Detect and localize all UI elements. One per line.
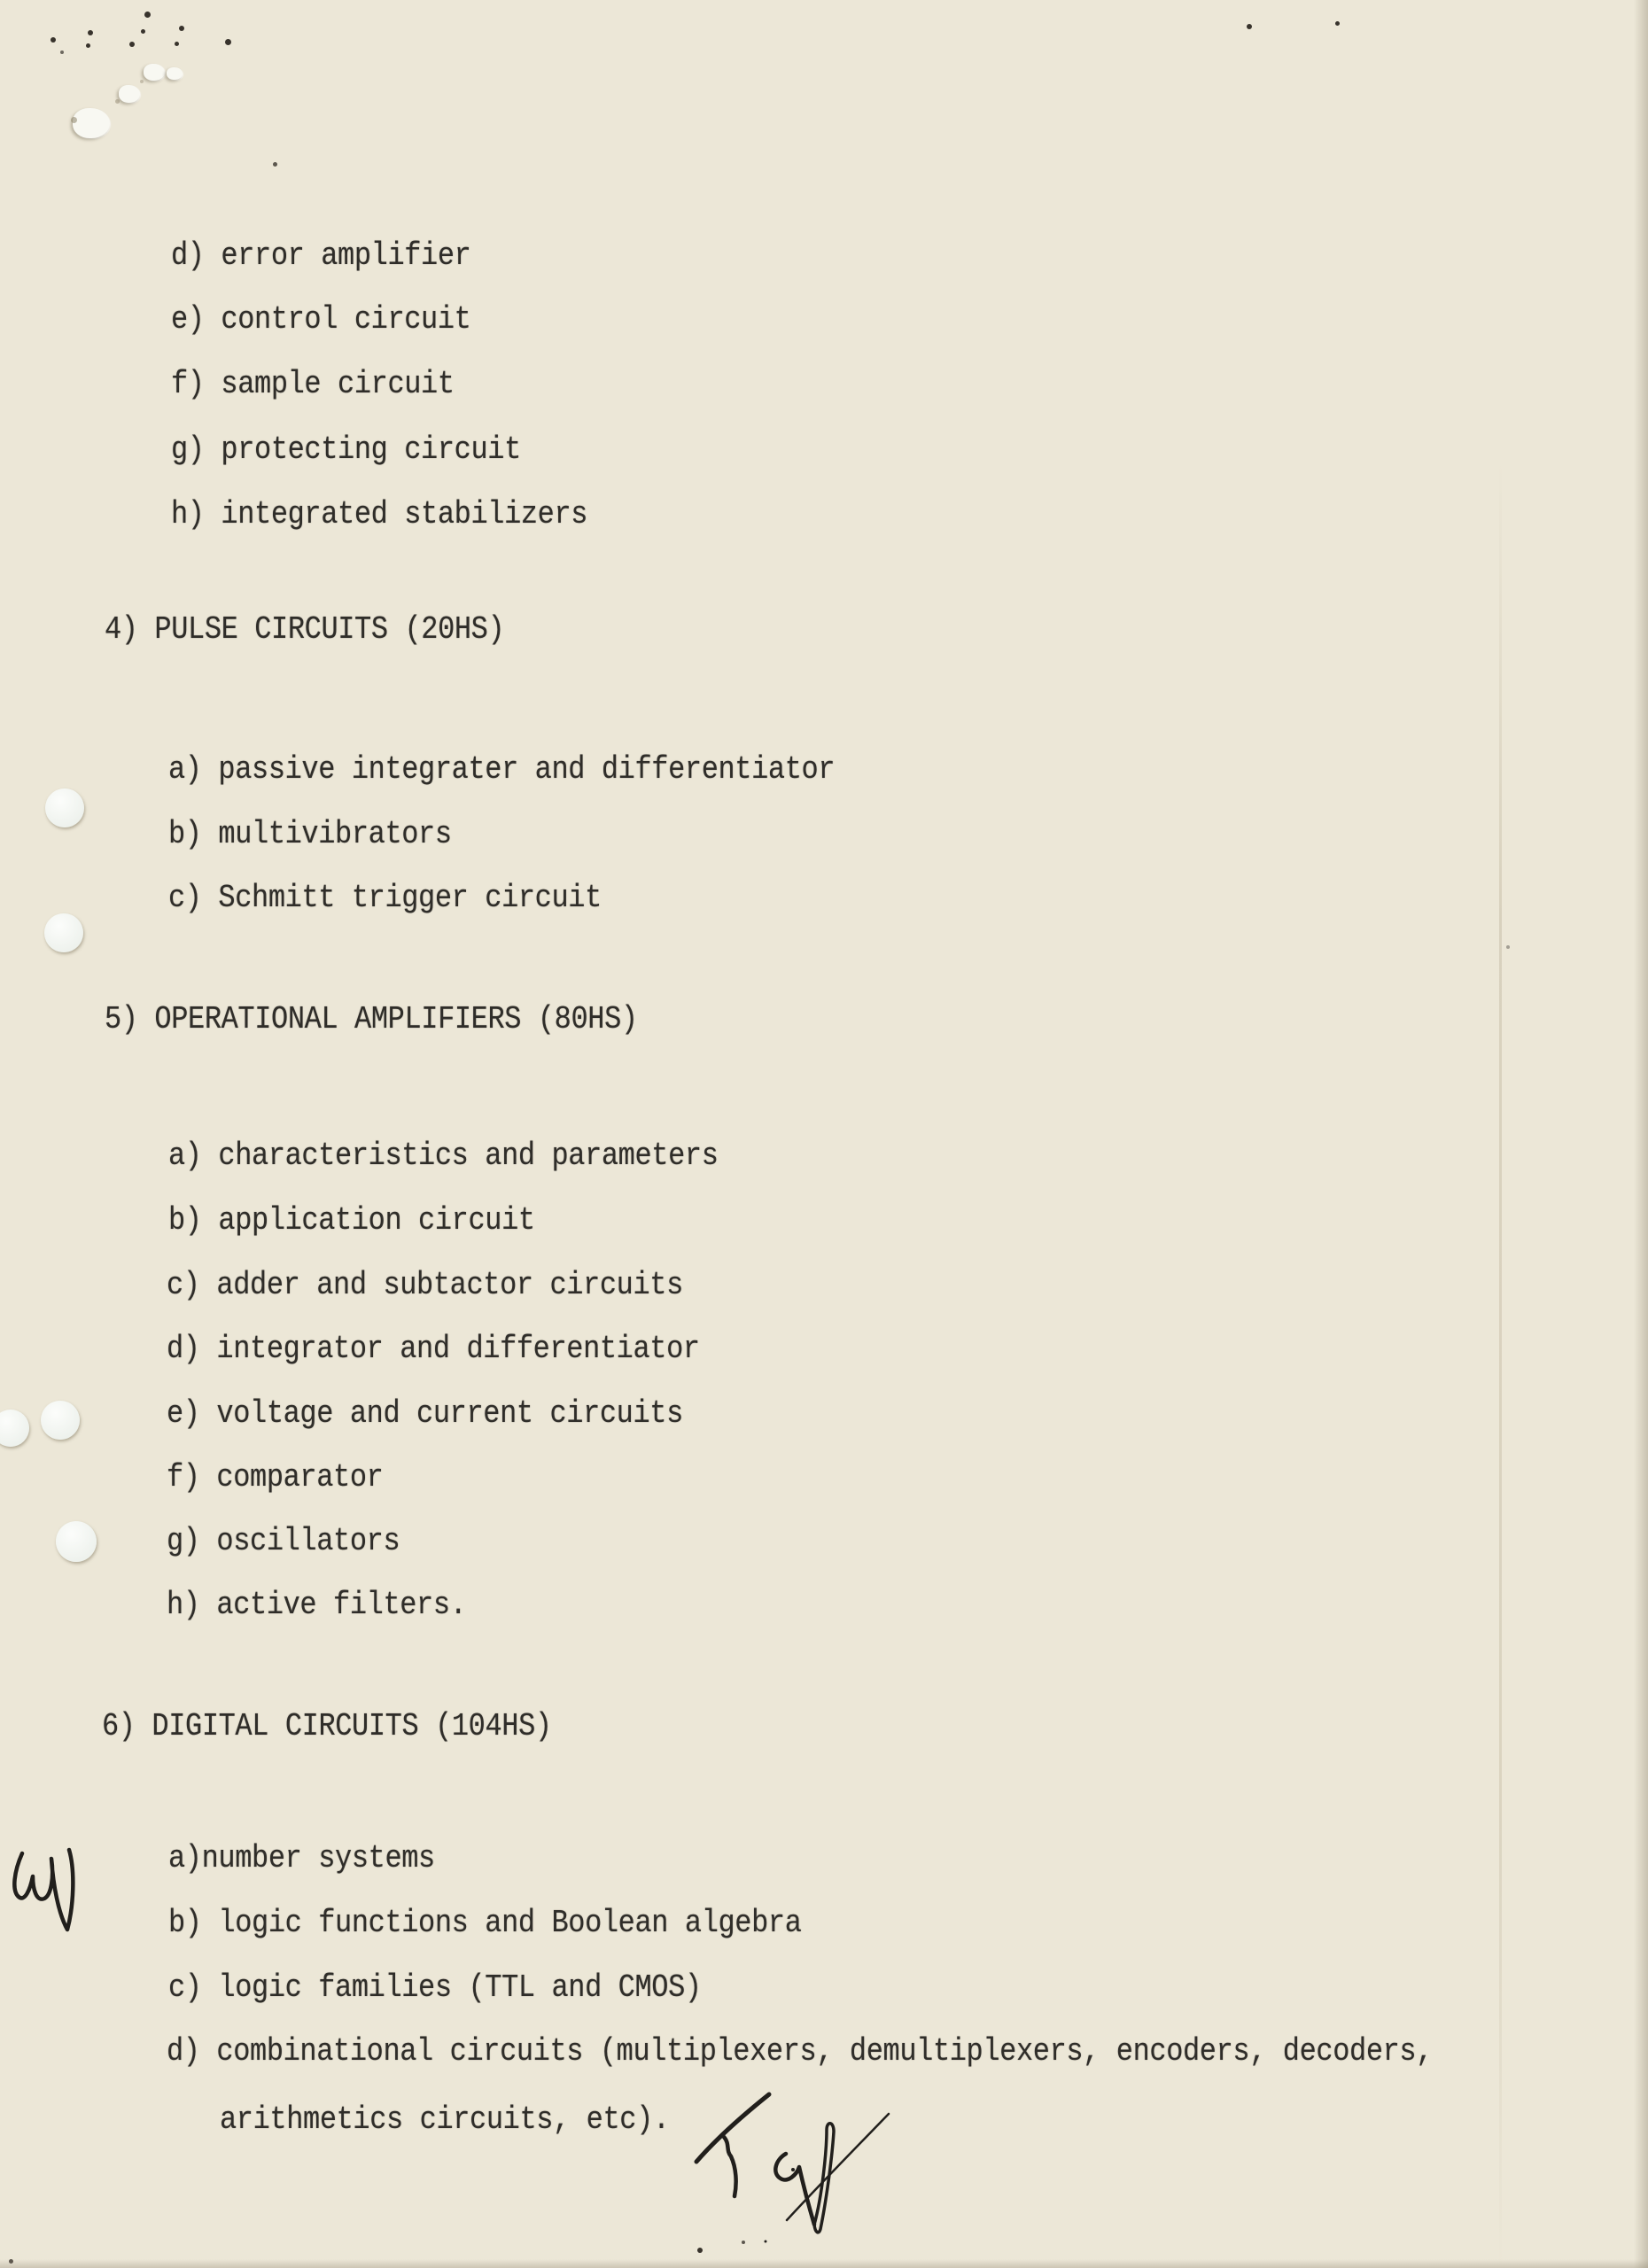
list-item: c) logic families (TTL and CMOS) (168, 1969, 702, 2007)
list-item: g) protecting circuit (171, 431, 521, 469)
list-item: f) sample circuit (171, 366, 455, 403)
ink-speck (60, 50, 64, 54)
list-item: e) control circuit (171, 301, 471, 338)
hole-punch (56, 1521, 97, 1562)
hole-punch (44, 913, 83, 952)
ink-speck (225, 39, 231, 45)
list-item: b) logic functions and Boolean algebra (168, 1905, 802, 1942)
paper-edge-shadow (0, 2259, 1648, 2268)
handwritten-margin-mark (0, 1816, 124, 1958)
paper-damage-spot (167, 67, 183, 80)
ink-speck (88, 30, 93, 35)
list-item: d) integrator and differentiator (167, 1331, 700, 1368)
list-item: c) adder and subtactor circuits (167, 1267, 683, 1304)
list-item: a)number systems (168, 1840, 435, 1877)
list-item-continuation: arithmetics circuits, etc). (220, 2101, 670, 2139)
ink-speck (175, 42, 179, 46)
ink-speck (51, 37, 56, 43)
paper-damage-spot (144, 64, 165, 81)
hole-punch (0, 1410, 29, 1447)
ink-speck (179, 26, 184, 31)
ink-speck (86, 43, 90, 48)
list-item: b) application circuit (168, 1202, 535, 1239)
list-item: d) error amplifier (171, 237, 471, 275)
list-item: e) voltage and current circuits (167, 1395, 683, 1433)
ink-speck (1335, 21, 1340, 26)
ink-speck (1506, 945, 1510, 949)
ink-speck (1247, 24, 1252, 29)
handwritten-signature (620, 2064, 913, 2268)
section-heading: 5) OPERATIONAL AMPLIFIERS (80HS) (105, 1001, 638, 1038)
paper-crease (1499, 461, 1502, 2268)
paper-damage-spot (119, 85, 140, 103)
list-item: h) active filters. (167, 1587, 467, 1624)
paper-damage-shadow (115, 99, 120, 104)
list-item: g) oscillators (167, 1523, 400, 1560)
ink-speck (273, 162, 277, 167)
list-item: d) combinational circuits (multiplexers, demultiplexers, encoders, decoders, (167, 2033, 1434, 2070)
ink-speck (129, 42, 135, 47)
list-item: a) passive integrater and differentiator (168, 751, 836, 788)
paper-damage-spot (73, 108, 110, 138)
ink-speck (144, 12, 151, 18)
section-heading: 6) DIGITAL CIRCUITS (104HS) (102, 1708, 552, 1745)
list-item: h) integrated stabilizers (171, 496, 588, 533)
paper-edge-shadow (1634, 0, 1648, 2268)
list-item: c) Schmitt trigger circuit (168, 880, 602, 917)
hole-punch (45, 788, 84, 827)
list-item: a) characteristics and parameters (168, 1138, 719, 1175)
section-heading: 4) PULSE CIRCUITS (20HS) (105, 611, 505, 649)
hole-punch (41, 1401, 80, 1440)
list-item: b) multivibrators (168, 816, 452, 853)
ink-speck (141, 29, 145, 34)
paper-damage-shadow (140, 80, 144, 83)
list-item: f) comparator (167, 1459, 384, 1496)
paper-damage-shadow (71, 117, 77, 123)
